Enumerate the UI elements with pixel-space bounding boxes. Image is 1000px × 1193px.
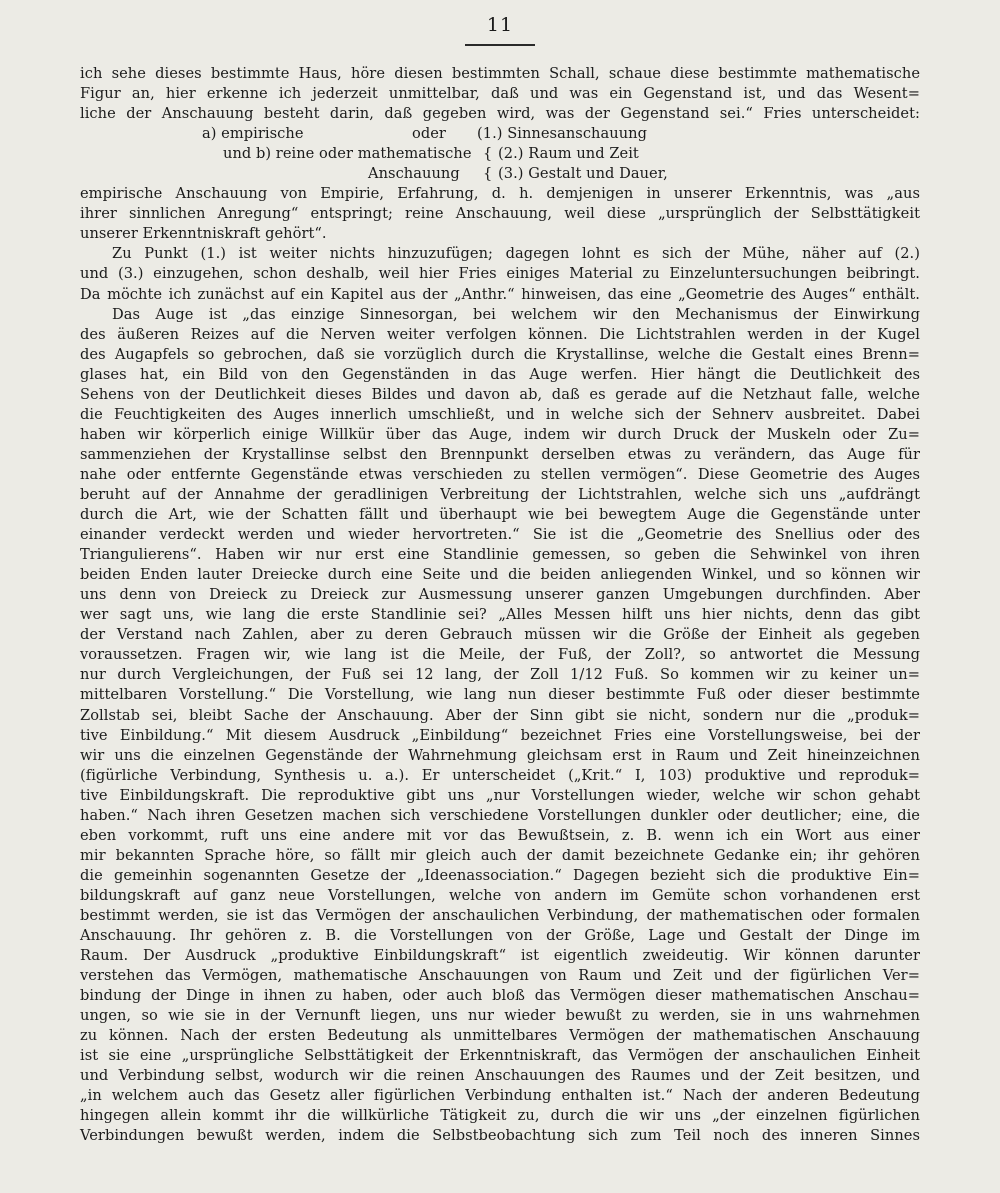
- text-line: verstehen das Vermögen, mathematische Anschauungen von Raum und Zeit und der figürlichen Ver=: [80, 967, 920, 985]
- text-line: des äußeren Reizes auf die Nerven weiter verfolgen können. Die Lichtstrahlen werden in der Kugel: [80, 325, 920, 343]
- scheme-b-left: und b) reine oder mathematische: [223, 145, 472, 163]
- scheme-c-left: Anschauung: [368, 165, 460, 183]
- scheme-row-b: [80, 144, 920, 164]
- scheme-c-right: (3.) Gestalt und Dauer,: [498, 165, 668, 183]
- scheme-a-left: a) empirische: [202, 125, 304, 143]
- scheme-brace-bottom: {: [483, 165, 493, 183]
- text-line: haben wir körperlich einige Willkür über das Auge, indem wir durch Druck der Muskeln oder Zu=: [80, 425, 920, 443]
- text-line: des Augapfels so gebrochen, daß sie vorzüglich durch die Krystallinse, welche die Gestalt eines Brenn=: [80, 345, 920, 363]
- text-line: mittelbaren Vorstellung.“ Die Vorstellung, wie lang nun dieser bestimmte Fuß oder dieser bestimmte: [80, 686, 920, 704]
- text-line: bestimmt werden, sie ist das Vermögen der anschaulichen Verbindung, der mathematischen oder formalen: [80, 906, 920, 924]
- text-line: tive Einbildung.“ Mit diesem Ausdruck „Einbildung“ bezeichnet Fries eine Vorstellungsweise, bei der: [80, 726, 920, 744]
- text-line: einander verdeckt werden und wieder hervortreten.“ Sie ist die „Geometrie des Snellius oder des: [80, 526, 920, 544]
- text-line: mir bekannten Sprache höre, so fällt mir gleich auch der damit bezeichnete Gedanke ein; ihr gehören: [80, 846, 920, 864]
- text-line: Triangulierens“. Haben wir nur erst eine Standlinie gemessen, so geben die Sehwinkel von ihren: [80, 546, 920, 564]
- text-line: zu können. Nach der ersten Bedeutung als unmittelbares Vermögen der mathematischen Anschauung: [80, 1027, 920, 1045]
- text-line: glases hat, ein Bild von den Gegenständen in das Auge werfen. Hier hängt die Deutlichkeit des: [80, 365, 920, 383]
- text-line: die Feuchtigkeiten des Auges innerlich umschließt, und in welche sich der Sehnerv ausbreitet. Dabei: [80, 405, 920, 423]
- scheme-a-right: (1.) Sinnesanschauung: [477, 125, 647, 143]
- text-line: (figürliche Verbindung, Synthesis u. a.). Er unterscheidet („Krit.“ I, 103) produktive und reproduk=: [80, 766, 920, 784]
- text-line: ihrer sinnlichen Anregung“ entspringt; reine Anschauung, weil diese „ursprünglich der Selbsttätigkeit: [80, 205, 920, 223]
- text-line: Verbindungen bewußt werden, indem die Selbstbeobachtung sich zum Teil noch des inneren Sinnes: [80, 1127, 920, 1145]
- text-line: ist sie eine „ursprüngliche Selbsttätigkeit der Erkenntniskraft, das Vermögen der anschaulichen Einheit: [80, 1047, 920, 1065]
- text-line: der Verstand nach Zahlen, aber zu deren Gebrauch müssen wir die Größe der Einheit als gegeben: [80, 626, 920, 644]
- text-line: hingegen allein kommt ihr die willkürliche Tätigkeit zu, durch die wir uns „der einzelnen figürlichen: [80, 1107, 920, 1125]
- text-line: Da möchte ich zunächst auf ein Kapitel aus der „Anthr.“ hinweisen, das eine „Geometrie des Auges“ enthält.: [80, 285, 920, 303]
- page-number-rule: [465, 44, 535, 46]
- scheme-row-c: [80, 164, 920, 184]
- text-line: beruht auf der Annahme der geradlinigen Verbreitung der Lichtstrahlen, welche sich uns „aufdrängt: [80, 485, 920, 503]
- text-line: beiden Enden lauter Dreiecke durch eine Seite und die beiden anliegenden Winkel, und so können wir: [80, 566, 920, 584]
- text-line: und Verbindung selbst, wodurch wir die reinen Anschauungen des Raumes und der Zeit besitzen, und: [80, 1067, 920, 1085]
- text-line: ich sehe dieses bestimmte Haus, höre diesen bestimmten Schall, schaue diese bestimmte mathematische: [80, 65, 920, 82]
- text-line: unserer Erkenntniskraft gehört“.: [80, 225, 327, 243]
- text-line: sammenziehen der Krystallinse selbst den Brennpunkt derselben etwas zu verändern, das Auge für: [80, 445, 920, 463]
- scheme-row-a: [80, 124, 920, 144]
- scheme-b-right: (2.) Raum und Zeit: [498, 145, 639, 163]
- text-line: Sehens von der Deutlichkeit dieses Bildes und davon ab, daß es gerade auf die Netzhaut falle, welche: [80, 385, 920, 403]
- text-line: [80, 1147, 920, 1167]
- text-line: und (3.) einzugehen, schon deshalb, weil hier Fries einiges Material zu Einzeluntersuchungen beibringt.: [80, 265, 920, 283]
- text-line: bildungskraft auf ganz neue Vorstellungen, welche von andern im Gemüte schon vorhandenen erst: [80, 886, 920, 904]
- text-line: Anschauung. Ihr gehören z. B. die Vorstellungen von der Größe, Lage und Gestalt der Dinge im: [80, 927, 920, 945]
- text-line: durch die Art, wie der Schatten fällt und überhaupt wie bei bewegtem Auge die Gegenstände unter: [80, 506, 920, 524]
- text-line: eben vorkommt, ruft uns eine andere mit vor das Bewußtsein, z. B. wenn ich ein Wort aus einer: [80, 826, 920, 844]
- text-line: Das Auge ist „das einzige Sinnesorgan, bei welchem wir den Mechanismus der Einwirkung: [112, 305, 920, 323]
- text-line: die gemeinhin sogenannten Gesetze der „Ideenassociation.“ Dagegen bezieht sich die produktive Ein=: [80, 866, 920, 884]
- text-line: nahe oder entfernte Gegenstände etwas verschieden zu stellen vermögen“. Diese Geometrie des Auges: [80, 465, 920, 483]
- text-line: nur durch Vergleichungen, der Fuß sei 12 lang, der Zoll 1/12 Fuß. So kommen wir zu keiner un=: [80, 666, 920, 684]
- text-line: voraussetzen. Fragen wir, wie lang ist die Meile, der Fuß, der Zoll?, so antwortet die Messung: [80, 646, 920, 664]
- body-text: [80, 64, 920, 1187]
- text-line: Zollstab sei, bleibt Sache der Anschauung. Aber der Sinn gibt sie nicht, sondern nur die „produk=: [80, 706, 920, 724]
- text-line: Raum. Der Ausdruck „produktive Einbildungskraft“ ist eigentlich zweideutig. Wir können darunter: [80, 947, 920, 965]
- text-line: tive Einbildungskraft. Die reproduktive gibt uns „nur Vorstellungen wieder, welche wir schon gehabt: [80, 786, 920, 804]
- text-line: empirische Anschauung von Empirie, Erfahrung, d. h. demjenigen in unserer Erkenntnis, was „aus: [80, 185, 920, 203]
- text-line: Zu Punkt (1.) ist weiter nichts hinzuzufügen; dagegen lohnt es sich der Mühe, näher auf (2.): [112, 245, 920, 263]
- scheme-a-mid: oder: [412, 125, 446, 143]
- text-line: ungen, so wie sie in der Vernunft liegen, uns nur wieder bewußt zu werden, sie in uns wahrnehmen: [80, 1007, 920, 1025]
- text-line: wer sagt uns, wie lang die erste Standlinie sei? „Alles Messen hilft uns hier nichts, denn das gibt: [80, 606, 920, 624]
- text-line: [80, 1167, 920, 1187]
- scheme-brace-top: {: [483, 145, 493, 163]
- page-number: 11: [486, 14, 514, 36]
- text-line: haben.“ Nach ihren Gesetzen machen sich verschiedene Vorstellungen dunkler oder deutlicher; eine, die: [80, 806, 920, 824]
- text-line: wir uns die einzelnen Gegenstände der Wahrnehmung gleichsam erst in Raum und Zeit hineinzeichnen: [80, 746, 920, 764]
- text-line: „in welchem auch das Gesetz aller figürlichen Verbindung enthalten ist.“ Nach der anderen Bedeutung: [80, 1087, 920, 1105]
- text-line: bindung der Dinge in ihnen zu haben, oder auch bloß das Vermögen dieser mathematischen Anschau=: [80, 987, 920, 1005]
- text-line: uns denn von Dreieck zu Dreieck zur Ausmessung unserer ganzen Umgebungen durchfinden. Aber: [80, 586, 920, 604]
- text-line: Figur an, hier erkenne ich jederzeit unmittelbar, daß und was ein Gegenstand ist, und das Wesent=: [80, 85, 920, 103]
- text-line: liche der Anschauung besteht darin, daß gegeben wird, was der Gegenstand sei.“ Fries unterscheidet:: [80, 105, 920, 123]
